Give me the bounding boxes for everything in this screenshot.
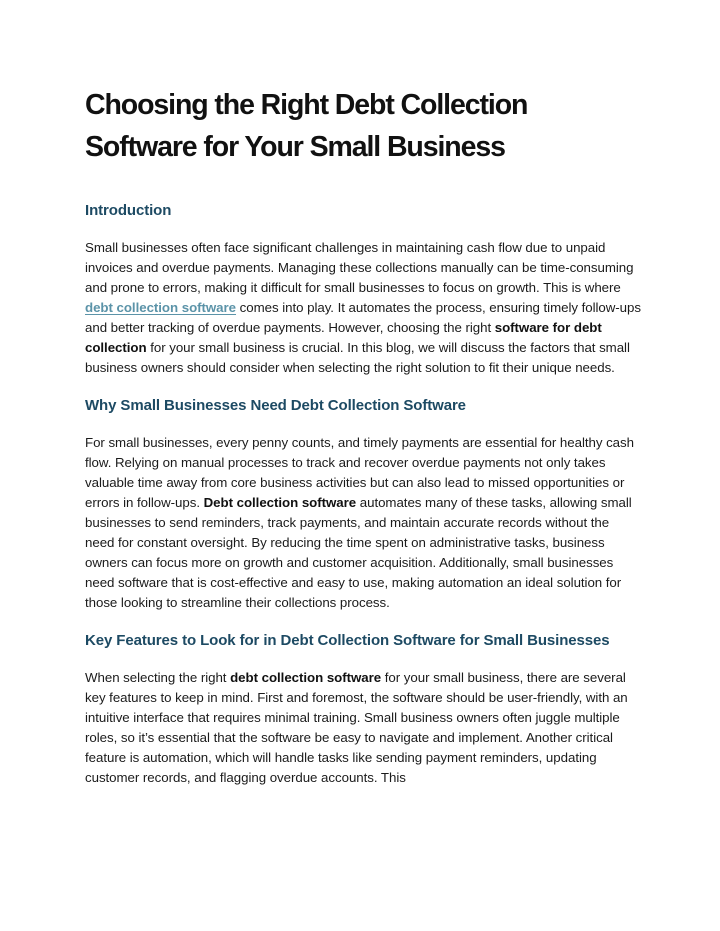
heading-key-features: Key Features to Look for in Debt Collection Software for Small Businesses [85, 632, 610, 649]
document-title [85, 84, 645, 168]
intro-bold-phrase: software for debt collection [85, 320, 602, 355]
features-bold-phrase: debt collection software [230, 670, 382, 685]
heading-why-small-businesses: Why Small Businesses Need Debt Collection Software [85, 397, 466, 414]
debt-collection-software-link[interactable]: debt collection software [85, 300, 237, 315]
why-text-2: automates many of these tasks, allowing small businesses to send reminders, track payments, and maintain accurate records without the need for constant oversight. By reducing the time spent on administrative tasks, business owners can focus more on growth and customer acquisition. Additionally, small businesses need software that is cost-effective and easy to use, making automation an ideal solution for those looking to streamline their collections process. [85, 495, 632, 610]
intro-text-2: comes into play. It automates the process, ensuring timely follow-ups and better tracking of overdue payments. However, choosing the right [85, 300, 641, 335]
title-line-2: Software for Your Small Business [85, 131, 505, 163]
features-text-2: for your small business, there are several key features to keep in mind. First and foremost, the software should be user-friendly, with an intuitive interface that requires minimal training. Small business owners often juggle multiple roles, so it’s essential that the software be easy to navigate and implement. Another critical feature is automation, which will handle tasks like sending payment reminders, updating customer records, and flagging overdue accounts. This [85, 670, 628, 785]
paragraph-why-small-businesses [85, 433, 641, 613]
paragraph-introduction [85, 238, 641, 378]
paragraph-key-features [85, 668, 641, 788]
intro-text-3: for your small business is crucial. In this blog, we will discuss the factors that small business owners should consider when selecting the right solution to fit their unique needs. [85, 340, 630, 375]
title-line-1: Choosing the Right Debt Collection [85, 89, 528, 121]
heading-introduction: Introduction [85, 202, 172, 219]
intro-text-1: Small businesses often face significant challenges in maintaining cash flow due to unpaid invoices and overdue payments. Managing these collections manually can be time-consuming and prone to errors, making it difficult for small businesses to focus on growth. This is where [85, 240, 634, 295]
features-text-1: When selecting the right [85, 670, 231, 685]
why-text-1: For small businesses, every penny counts, and timely payments are essential for healthy cash flow. Relying on manual processes to track and recover overdue payments not only takes valuable time away from core business activities but can also lead to missed opportunities or errors in follow-ups. [85, 435, 634, 510]
why-bold-phrase: Debt collection software [203, 495, 357, 510]
document-page [85, 84, 645, 788]
